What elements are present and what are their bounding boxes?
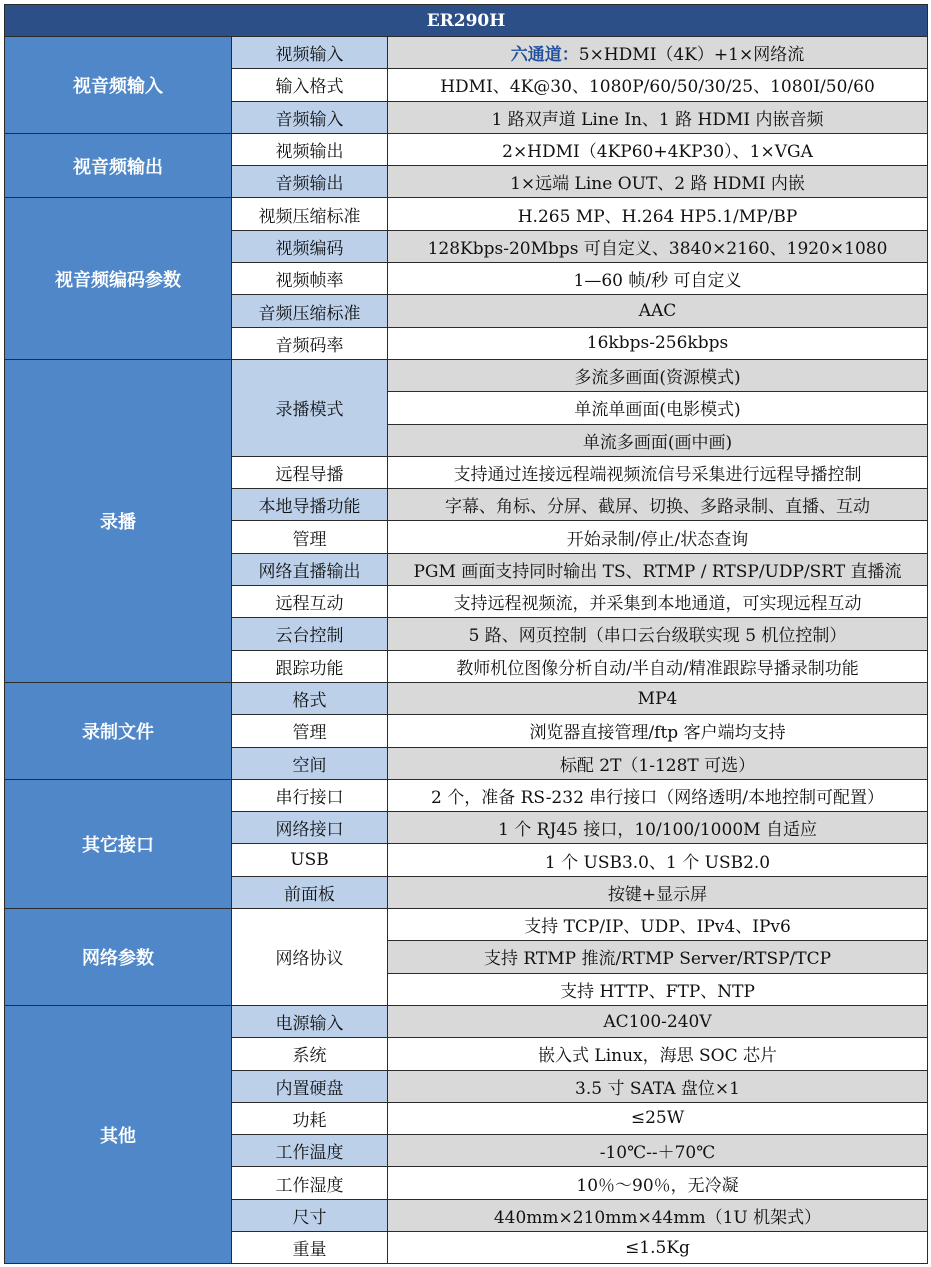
row-value: 开始录制/停止/状态查询	[388, 521, 928, 553]
category-record-file: 录制文件	[5, 682, 232, 779]
row-value: AAC	[388, 295, 928, 327]
row-value: 标配 2T（1-128T 可选）	[388, 747, 928, 779]
table-row	[5, 1005, 928, 1037]
row-label: 视频输出	[232, 133, 388, 165]
row-label: 工作湿度	[232, 1167, 388, 1199]
row-value: 按键+显示屏	[388, 876, 928, 908]
row-label: 工作温度	[232, 1135, 388, 1167]
row-value-text: 5×HDMI（4K）+1×网络流	[578, 45, 805, 66]
row-label: 电源输入	[232, 1005, 388, 1037]
row-label: 前面板	[232, 876, 388, 908]
table-row	[5, 359, 928, 391]
spec-table	[4, 4, 928, 1264]
row-label-record-mode: 录播模式	[232, 359, 388, 456]
row-value: 多流多画面(资源模式)	[388, 359, 928, 391]
row-value: 嵌入式 Linux，海思 SOC 芯片	[388, 1038, 928, 1070]
row-value: 1 个 RJ45 接口，10/100/1000M 自适应	[388, 812, 928, 844]
row-label: 云台控制	[232, 618, 388, 650]
row-label: 本地导播功能	[232, 489, 388, 521]
row-label-protocol: 网络协议	[232, 909, 388, 1006]
row-label: 重量	[232, 1231, 388, 1263]
row-label: 跟踪功能	[232, 650, 388, 682]
row-value: 2×HDMI（4KP60+4KP30）、1×VGA	[388, 133, 928, 165]
row-label: 音频码率	[232, 327, 388, 359]
category-interfaces: 其它接口	[5, 779, 232, 908]
category-encoding: 视音频编码参数	[5, 198, 232, 359]
row-label: 远程互动	[232, 586, 388, 618]
title-row	[5, 5, 928, 37]
row-value: 单流多画面(画中画)	[388, 424, 928, 456]
row-label: 视频压缩标准	[232, 198, 388, 230]
row-value: 16kbps-256kbps	[388, 327, 928, 359]
row-value: 浏览器直接管理/ftp 客户端均支持	[388, 715, 928, 747]
row-label: 串行接口	[232, 779, 388, 811]
table-row	[5, 133, 928, 165]
row-value: PGM 画面支持同时输出 TS、RTMP / RTSP/UDP/SRT 直播流	[388, 553, 928, 585]
row-value: 字幕、角标、分屏、截屏、切换、多路录制、直播、互动	[388, 489, 928, 521]
row-label: 尺寸	[232, 1199, 388, 1231]
row-label: 功耗	[232, 1102, 388, 1134]
row-label: 视频输入	[232, 37, 388, 69]
row-value: -10℃--＋70℃	[388, 1135, 928, 1167]
row-label: 音频输入	[232, 101, 388, 133]
row-label: 格式	[232, 682, 388, 714]
row-value: 支持 RTMP 推流/RTMP Server/RTSP/TCP	[388, 941, 928, 973]
row-value: 3.5 寸 SATA 盘位×1	[388, 1070, 928, 1102]
row-value: 1—60 帧/秒 可自定义	[388, 263, 928, 295]
row-value: 5 路、网页控制（串口云台级联实现 5 机位控制）	[388, 618, 928, 650]
row-label: 视频帧率	[232, 263, 388, 295]
row-value: 教师机位图像分析自动/半自动/精准跟踪导播录制功能	[388, 650, 928, 682]
row-label: 空间	[232, 747, 388, 779]
row-value: 10％～90％，无冷凝	[388, 1167, 928, 1199]
row-label: 音频输出	[232, 166, 388, 198]
row-value: AC100-240V	[388, 1005, 928, 1037]
table-row	[5, 37, 928, 69]
row-label: 管理	[232, 715, 388, 747]
row-label: USB	[232, 844, 388, 876]
category-network: 网络参数	[5, 909, 232, 1006]
row-value: HDMI、4K@30、1080P/60/50/30/25、1080I/50/60	[388, 69, 928, 101]
table-title: ER290H	[5, 5, 928, 37]
row-label: 网络接口	[232, 812, 388, 844]
row-value: ≤1.5Kg	[388, 1231, 928, 1263]
row-value: 2 个，准备 RS-232 串行接口（网络透明/本地控制可配置）	[388, 779, 928, 811]
row-label: 输入格式	[232, 69, 388, 101]
row-label: 内置硬盘	[232, 1070, 388, 1102]
row-value	[388, 37, 928, 69]
row-value: 128Kbps-20Mbps 可自定义、3840×2160、1920×1080	[388, 230, 928, 262]
row-value: MP4	[388, 682, 928, 714]
row-value: 1 个 USB3.0、1 个 USB2.0	[388, 844, 928, 876]
row-value: 支持 TCP/IP、UDP、IPv4、IPv6	[388, 909, 928, 941]
row-value-highlight: 六通道：	[510, 45, 579, 66]
row-value: 支持通过连接远程端视频流信号采集进行远程导播控制	[388, 456, 928, 488]
table-row	[5, 682, 928, 714]
row-label: 远程导播	[232, 456, 388, 488]
row-label: 网络直播输出	[232, 553, 388, 585]
table-row	[5, 909, 928, 941]
row-value: 1×远端 Line OUT、2 路 HDMI 内嵌	[388, 166, 928, 198]
row-value: ≤25W	[388, 1102, 928, 1134]
category-av-input: 视音频输入	[5, 37, 232, 134]
row-label: 系统	[232, 1038, 388, 1070]
row-value: H.265 MP、H.264 HP5.1/MP/BP	[388, 198, 928, 230]
category-recording: 录播	[5, 359, 232, 682]
row-value: 440mm×210mm×44mm（1U 机架式）	[388, 1199, 928, 1231]
row-value: 1 路双声道 Line In、1 路 HDMI 内嵌音频	[388, 101, 928, 133]
category-other: 其他	[5, 1005, 232, 1263]
row-value: 单流单画面(电影模式)	[388, 392, 928, 424]
row-label: 视频编码	[232, 230, 388, 262]
table-row	[5, 779, 928, 811]
row-label: 音频压缩标准	[232, 295, 388, 327]
category-av-output: 视音频输出	[5, 133, 232, 198]
row-value: 支持远程视频流，并采集到本地通道，可实现远程互动	[388, 586, 928, 618]
row-value: 支持 HTTP、FTP、NTP	[388, 973, 928, 1005]
row-label: 管理	[232, 521, 388, 553]
table-row	[5, 198, 928, 230]
